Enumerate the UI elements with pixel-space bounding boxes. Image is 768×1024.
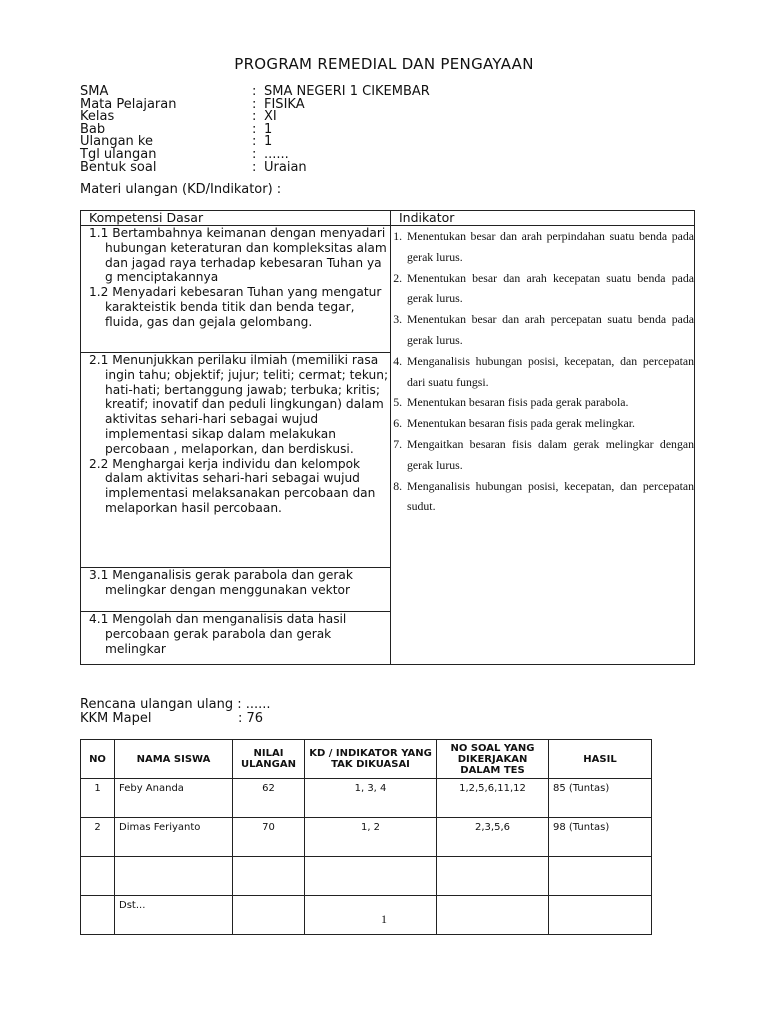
meta-value: 1 xyxy=(264,121,273,137)
kd-indikator-table xyxy=(80,210,695,665)
table-row xyxy=(81,857,652,896)
meta-value: FISIKA xyxy=(264,96,305,112)
kd-number: 3.1 xyxy=(89,568,109,582)
meta-colon: : xyxy=(252,109,257,125)
table-cell: 2 xyxy=(81,818,115,857)
table-cell: Feby Ananda xyxy=(115,779,233,818)
kd-text: Menghargai kerja individu dan kelompok dalam aktivitas sehari-hari sebagai wujud implementasi melaksanakan percobaan dan melaporkan hasil percobaan. xyxy=(105,456,376,515)
kkm-value: : 76 xyxy=(238,711,264,726)
table-cell: 2,3,5,6 xyxy=(437,818,549,857)
table-cell xyxy=(115,857,233,896)
meta-label: Tgl ulangan xyxy=(80,146,157,162)
kd-number: 1.2 xyxy=(89,285,109,300)
table-cell: 98 (Tuntas) xyxy=(549,818,652,857)
meta-colon: : xyxy=(252,121,257,137)
nilai-header: HASIL xyxy=(549,740,652,779)
kd-text: Menunjukkan perilaku ilmiah (memiliki rasa ingin tahu; objektif; jujur; teliti; cermat; tekun; hati-hati; bertanggung jawab; terbuka; kritis; kreatif; inovatif dan peduli lingkungan) dalam aktivitas sehari-hari sebagai wujud implementasi sikap dalam melakukan percobaan , melaporkan, dan berdiskusi. xyxy=(105,353,389,456)
meta-colon: : xyxy=(252,146,257,162)
table-cell: 1,2,5,6,11,12 xyxy=(437,779,549,818)
kd-item xyxy=(81,226,390,285)
meta-colon: : xyxy=(252,159,257,175)
header-indikator: Indikator xyxy=(391,211,695,226)
table-cell: 1 xyxy=(81,779,115,818)
kd-number: 2.2 xyxy=(89,456,109,471)
indikator-item: 7. Mengaitkan besaran fisis dalam gerak melingkar dengan gerak lurus. xyxy=(405,434,694,476)
meta-info xyxy=(80,86,430,174)
meta-label: Bab xyxy=(80,121,106,137)
meta-colon: : xyxy=(252,134,257,150)
indikator-item: 6. Menentukan besaran fisis pada gerak melingkar. xyxy=(405,413,694,434)
nilai-header: KD / INDIKATOR YANG TAK DIKUASAI xyxy=(305,740,437,779)
nilai-table xyxy=(80,739,652,935)
table-row xyxy=(81,818,652,857)
table-cell xyxy=(305,857,437,896)
rencana-section xyxy=(80,698,271,726)
meta-colon: : xyxy=(252,84,257,99)
nilai-header: NAMA SISWA xyxy=(115,740,233,779)
kd-text: Mengolah dan menganalisis data hasil percobaan gerak parabola dan gerak melingkar xyxy=(105,612,347,656)
indikator-item: 5. Menentukan besaran fisis pada gerak parabola. xyxy=(405,392,694,413)
table-cell: 85 (Tuntas) xyxy=(549,779,652,818)
kd-number: 1.1 xyxy=(89,226,109,240)
table-row xyxy=(81,779,652,818)
table-cell: Dimas Feriyanto xyxy=(115,818,233,857)
table-cell xyxy=(437,857,549,896)
rencana-value: ...... xyxy=(245,697,271,712)
meta-colon: : xyxy=(252,96,257,112)
meta-value: Uraian xyxy=(264,159,307,175)
kd-text: Menganalisis gerak parabola dan gerak melingkar dengan menggunakan vektor xyxy=(105,568,353,597)
kd-item xyxy=(81,457,390,516)
nilai-header: NILAI ULANGAN xyxy=(233,740,305,779)
indikator-item: 2. Menentukan besar dan arah kecepatan suatu benda pada gerak lurus. xyxy=(405,268,694,310)
rencana-label: Rencana ulangan ulang : xyxy=(80,697,242,712)
kkm-label: KKM Mapel xyxy=(80,711,152,726)
table-cell: Dst... xyxy=(115,896,233,935)
nilai-header: NO xyxy=(81,740,115,779)
meta-label: Ulangan ke xyxy=(80,134,153,150)
kd-group-2 xyxy=(81,353,391,568)
kd-number: 4.1 xyxy=(89,612,109,626)
kd-text: Bertambahnya keimanan dengan menyadari hubungan keteraturan dan kompleksitas alam dan jagad raya terhadap kebesaran Tuhan ya g menciptakannya xyxy=(105,226,387,285)
kd-item xyxy=(81,353,390,457)
meta-value: 1 xyxy=(264,134,273,150)
table-cell: 1, 2 xyxy=(305,818,437,857)
kd-text: Menyadari kebesaran Tuhan yang mengatur karakteistik benda titik dan benda tegar, fluida, gas dan gejala gelombang. xyxy=(105,285,382,329)
kd-group-4 xyxy=(81,612,391,665)
page-title: PROGRAM REMEDIAL DAN PENGAYAAN xyxy=(234,55,534,73)
kd-group-1 xyxy=(81,226,391,353)
kd-item xyxy=(81,568,390,598)
kd-item xyxy=(81,285,390,329)
kd-number: 2.1 xyxy=(89,353,109,367)
meta-label: Kelas xyxy=(80,109,115,125)
meta-value: SMA NEGERI 1 CIKEMBAR xyxy=(264,84,430,99)
materi-label: Materi ulangan (KD/Indikator) : xyxy=(80,182,282,197)
page-number: 1 xyxy=(381,912,387,926)
kd-group-3 xyxy=(81,568,391,612)
header-kd: Kompetensi Dasar xyxy=(81,211,391,226)
indikator-item: 3. Menentukan besar dan arah percepatan suatu benda pada gerak lurus. xyxy=(405,309,694,351)
indikator-item: 4. Menganalisis hubungan posisi, kecepatan, dan percepatan dari suatu fungsi. xyxy=(405,351,694,393)
nilai-header: NO SOAL YANG DIKERJAKAN DALAM TES xyxy=(437,740,549,779)
indikator-list xyxy=(391,226,695,665)
indikator-item: 8. Menganalisis hubungan posisi, kecepatan, dan percepatan sudut. xyxy=(405,476,694,518)
table-cell xyxy=(81,857,115,896)
table-cell xyxy=(233,857,305,896)
table-cell xyxy=(549,857,652,896)
indikator-item: 1. Menentukan besar dan arah perpindahan suatu benda pada gerak lurus. xyxy=(405,226,694,268)
table-cell: 62 xyxy=(233,779,305,818)
meta-label: Bentuk soal xyxy=(80,159,157,175)
meta-value: ...... xyxy=(264,146,289,162)
meta-label: Mata Pelajaran xyxy=(80,96,177,112)
meta-row xyxy=(80,159,430,175)
meta-value: XI xyxy=(264,109,277,125)
kd-item xyxy=(81,612,390,656)
meta-label: SMA xyxy=(80,84,109,99)
table-cell: 1, 3, 4 xyxy=(305,779,437,818)
table-cell: 70 xyxy=(233,818,305,857)
